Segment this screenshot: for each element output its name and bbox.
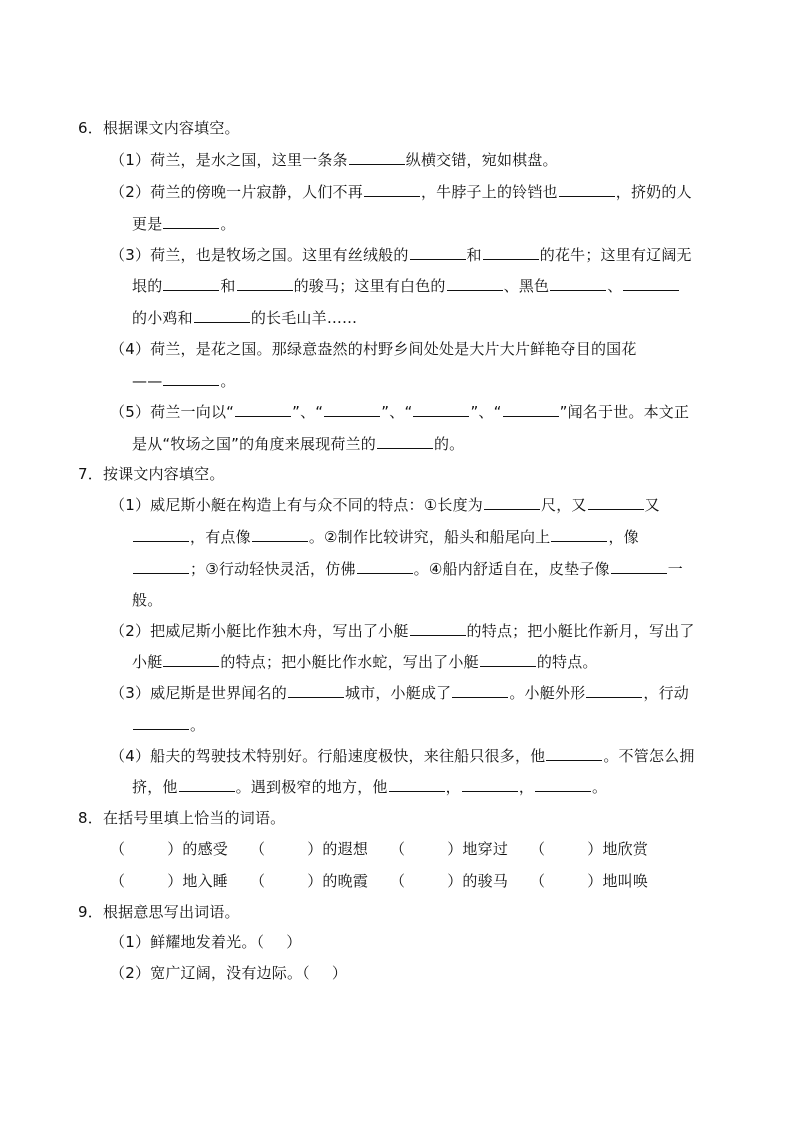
text-segment: （3）威尼斯是世界闻名的 [110, 684, 287, 702]
text-segment: 尺，又 [541, 496, 587, 514]
answer-blank[interactable] [133, 558, 189, 574]
text-segment: （4）荷兰，是花之国。那绿意盎然的村野乡间处处是大片大片鲜艳夺目的国花 [110, 340, 637, 358]
text-segment: ，有点像 [190, 528, 251, 546]
answer-blank[interactable] [194, 307, 250, 323]
q6-item-3 [110, 244, 692, 266]
question-9-title [78, 901, 240, 923]
answer-blank[interactable] [235, 401, 291, 417]
text-segment: （2）宽广辽阔，没有边际。（ [110, 964, 310, 982]
answer-blank[interactable] [252, 526, 308, 542]
answer-blank[interactable] [588, 494, 644, 510]
answer-blank[interactable] [550, 275, 606, 291]
text-segment: 、 [607, 277, 623, 295]
text-segment: 的特点；把小艇比作新月，写出了 [466, 622, 695, 640]
text-segment: 8．在括号里填上恰当的词语。 [78, 809, 286, 827]
answer-blank[interactable] [551, 526, 607, 542]
q6-item-2 [110, 181, 692, 203]
text-segment: 。 [220, 372, 236, 390]
text-segment: 7．按课文内容填空。 [78, 465, 225, 483]
text-segment: （3）荷兰，也是牧场之国。这里有丝绒般的 [110, 246, 409, 264]
answer-blank[interactable] [133, 526, 189, 542]
question-6-title [78, 117, 240, 139]
answer-blank[interactable] [163, 275, 219, 291]
text-segment: （ [110, 840, 126, 858]
q6-item-5-cont [132, 433, 464, 455]
q9-item-1 [110, 931, 301, 953]
answer-blank[interactable] [586, 682, 642, 698]
answer-blank[interactable] [535, 776, 591, 792]
text-segment: 城市，小艇成了 [344, 684, 452, 702]
text-segment: ）地入睡 [167, 872, 229, 890]
text-segment: 的特点；把小艇比作水蛇，写出了小艇 [220, 653, 479, 671]
text-segment: 和 [220, 277, 236, 295]
q7-item-2-cont [132, 651, 598, 673]
answer-blank[interactable] [133, 714, 189, 730]
text-segment: 。遇到极窄的地方，他 [235, 778, 388, 796]
text-segment: （ [530, 872, 546, 890]
q6-item-2-cont [132, 213, 236, 235]
text-segment: ；③行动轻快灵活，仿佛 [190, 560, 356, 578]
text-segment: 9．根据意思写出词语。 [78, 903, 240, 921]
text-segment: ）的感受 [167, 840, 229, 858]
text-segment: ）地叫唤 [587, 872, 649, 890]
text-segment: 。④船内舒适自在，皮垫子像 [413, 560, 610, 578]
text-segment: 的小鸡和 [132, 309, 193, 327]
answer-blank[interactable] [163, 213, 219, 229]
answer-blank[interactable] [349, 149, 405, 165]
text-segment: 挤，他 [132, 778, 178, 796]
answer-blank[interactable] [447, 275, 503, 291]
question-7-title [78, 463, 225, 485]
text-segment: 。 [190, 716, 206, 734]
answer-blank[interactable] [410, 244, 466, 260]
q6-item-3-cont-1 [132, 275, 680, 297]
answer-blank[interactable] [503, 401, 559, 417]
answer-blank[interactable] [611, 558, 667, 574]
answer-blank[interactable] [623, 275, 679, 291]
text-segment: ）的晚霞 [307, 872, 369, 890]
text-segment: ）地穿过 [447, 840, 509, 858]
answer-blank[interactable] [364, 181, 420, 197]
text-segment: 、黑色 [503, 277, 550, 295]
text-segment: 纵横交错，宛如棋盘。 [405, 151, 558, 169]
text-segment: （1）荷兰，是水之国，这里一条条 [110, 151, 348, 169]
text-segment: （2）把威尼斯小艇比作独木舟，写出了小艇 [110, 622, 409, 640]
text-segment: ） [286, 933, 302, 951]
text-segment: （ [250, 872, 266, 890]
text-segment: 的特点。 [536, 653, 598, 671]
answer-blank[interactable] [480, 651, 536, 667]
answer-blank[interactable] [559, 181, 615, 197]
text-segment: ）的遐想 [307, 840, 369, 858]
q7-item-2 [110, 620, 695, 642]
text-segment: （ [110, 872, 126, 890]
q8-row-1 [110, 838, 648, 860]
question-8-title [78, 807, 285, 829]
text-segment: ”闻名于世。本文正 [559, 403, 690, 421]
answer-blank[interactable] [483, 244, 539, 260]
text-segment: （ [390, 840, 406, 858]
text-segment: ，牛脖子上的铃铛也 [420, 183, 558, 201]
text-segment: 的长毛山羊…… [250, 309, 358, 327]
text-segment: 垠的 [132, 277, 163, 295]
q6-item-1 [110, 149, 558, 171]
answer-blank[interactable] [546, 745, 602, 761]
text-segment: 和 [466, 246, 482, 264]
q7-item-1 [110, 494, 660, 516]
text-segment: 又 [644, 496, 660, 514]
text-segment: 一 [667, 560, 683, 578]
text-segment: （2）荷兰的傍晚一片寂静，人们不再 [110, 183, 363, 201]
q6-item-3-cont-2 [132, 307, 357, 329]
text-segment: 更是 [132, 215, 163, 233]
text-segment: 般。 [132, 591, 163, 609]
q7-item-4-cont [132, 776, 607, 798]
text-segment: ）的骏马 [447, 872, 509, 890]
q8-row-2 [110, 870, 648, 892]
text-segment: 。 [592, 778, 608, 796]
answer-blank[interactable] [237, 275, 293, 291]
text-segment: （ [250, 840, 266, 858]
text-segment: 。小艇外形 [509, 684, 586, 702]
answer-blank[interactable] [462, 776, 518, 792]
answer-blank[interactable] [288, 682, 344, 698]
q7-item-3 [110, 682, 689, 704]
answer-blank[interactable] [413, 401, 469, 417]
answer-blank[interactable] [410, 620, 466, 636]
q6-item-5 [110, 401, 689, 423]
answer-blank[interactable] [484, 494, 540, 510]
text-segment: 的骏马；这里有白色的 [293, 277, 446, 295]
text-segment: （ [530, 840, 546, 858]
text-segment: ，像 [608, 528, 639, 546]
q7-item-4 [110, 745, 695, 767]
text-segment: （5）荷兰一向以“ [110, 403, 235, 421]
text-segment: 的。 [433, 435, 465, 453]
q6-item-4 [110, 338, 637, 360]
text-segment: ， [445, 778, 461, 796]
q9-item-2 [110, 962, 347, 984]
answer-blank[interactable] [163, 370, 219, 386]
text-segment: 。不管怎么拥 [603, 747, 695, 765]
answer-blank[interactable] [179, 776, 235, 792]
q7-item-1-cont-3 [132, 589, 162, 611]
text-segment: ， [518, 778, 535, 796]
text-segment: ”、“ [381, 403, 413, 421]
text-segment: 6．根据课文内容填空。 [78, 119, 240, 137]
text-segment: ）地欣赏 [587, 840, 649, 858]
text-segment: ”、“ [292, 403, 324, 421]
q7-item-3-cont [132, 714, 205, 736]
q6-item-4-cont [132, 370, 236, 392]
text-segment: （ [390, 872, 406, 890]
text-segment: ，挤奶的人 [615, 183, 692, 201]
text-segment: （1）鲜耀地发着光。（ [110, 933, 265, 951]
text-segment: —— [132, 372, 163, 390]
text-segment: ”、“ [470, 403, 502, 421]
text-segment: 小艇 [132, 653, 163, 671]
text-segment: ） [331, 964, 348, 982]
answer-blank[interactable] [452, 682, 508, 698]
answer-blank[interactable] [389, 776, 445, 792]
text-segment: 的花牛；这里有辽阔无 [539, 246, 692, 264]
answer-blank[interactable] [377, 433, 433, 449]
q7-item-1-cont-2 [132, 558, 683, 580]
answer-blank[interactable] [163, 651, 219, 667]
text-segment: ，行动 [643, 684, 689, 702]
text-segment: 。②制作比较讲究，船头和船尾向上 [308, 528, 551, 546]
text-segment: （4）船夫的驾驶技术特别好。行船速度极快，来往船只很多，他 [110, 747, 546, 765]
text-segment: （1）威尼斯小艇在构造上有与众不同的特点：①长度为 [110, 496, 483, 514]
answer-blank[interactable] [357, 558, 413, 574]
text-segment: 是从“牧场之国”的角度来展现荷兰的 [132, 435, 376, 453]
q7-item-1-cont-1 [132, 526, 639, 548]
text-segment: 。 [220, 215, 236, 233]
answer-blank[interactable] [324, 401, 380, 417]
